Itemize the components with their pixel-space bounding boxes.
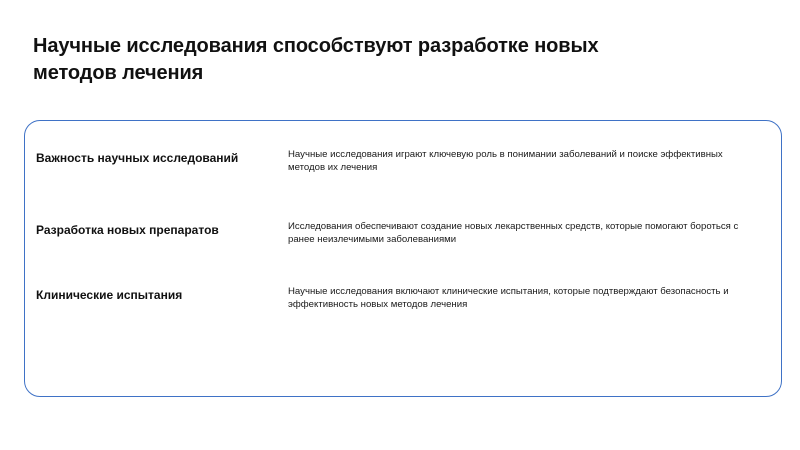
content-card xyxy=(24,120,782,397)
row-label: Важность научных исследований xyxy=(36,151,239,165)
row-description: Исследования обеспечивают создание новых лекарственных средств, которые помогают бороться с ранее неизлечимыми заболеваниями xyxy=(288,221,739,245)
row-label: Разработка новых препаратов xyxy=(36,223,219,237)
row-description: Научные исследования играют ключевую роль в понимании заболеваний и поиске эффективных методов их лечения xyxy=(288,149,723,173)
row-description: Научные исследования включают клинические испытания, которые подтверждают безопасность и эффективность новых методов лечения xyxy=(288,286,729,310)
row-label: Клинические испытания xyxy=(36,288,183,302)
slide-title: Научные исследования способствуют разработке новых методов лечения xyxy=(33,35,599,84)
